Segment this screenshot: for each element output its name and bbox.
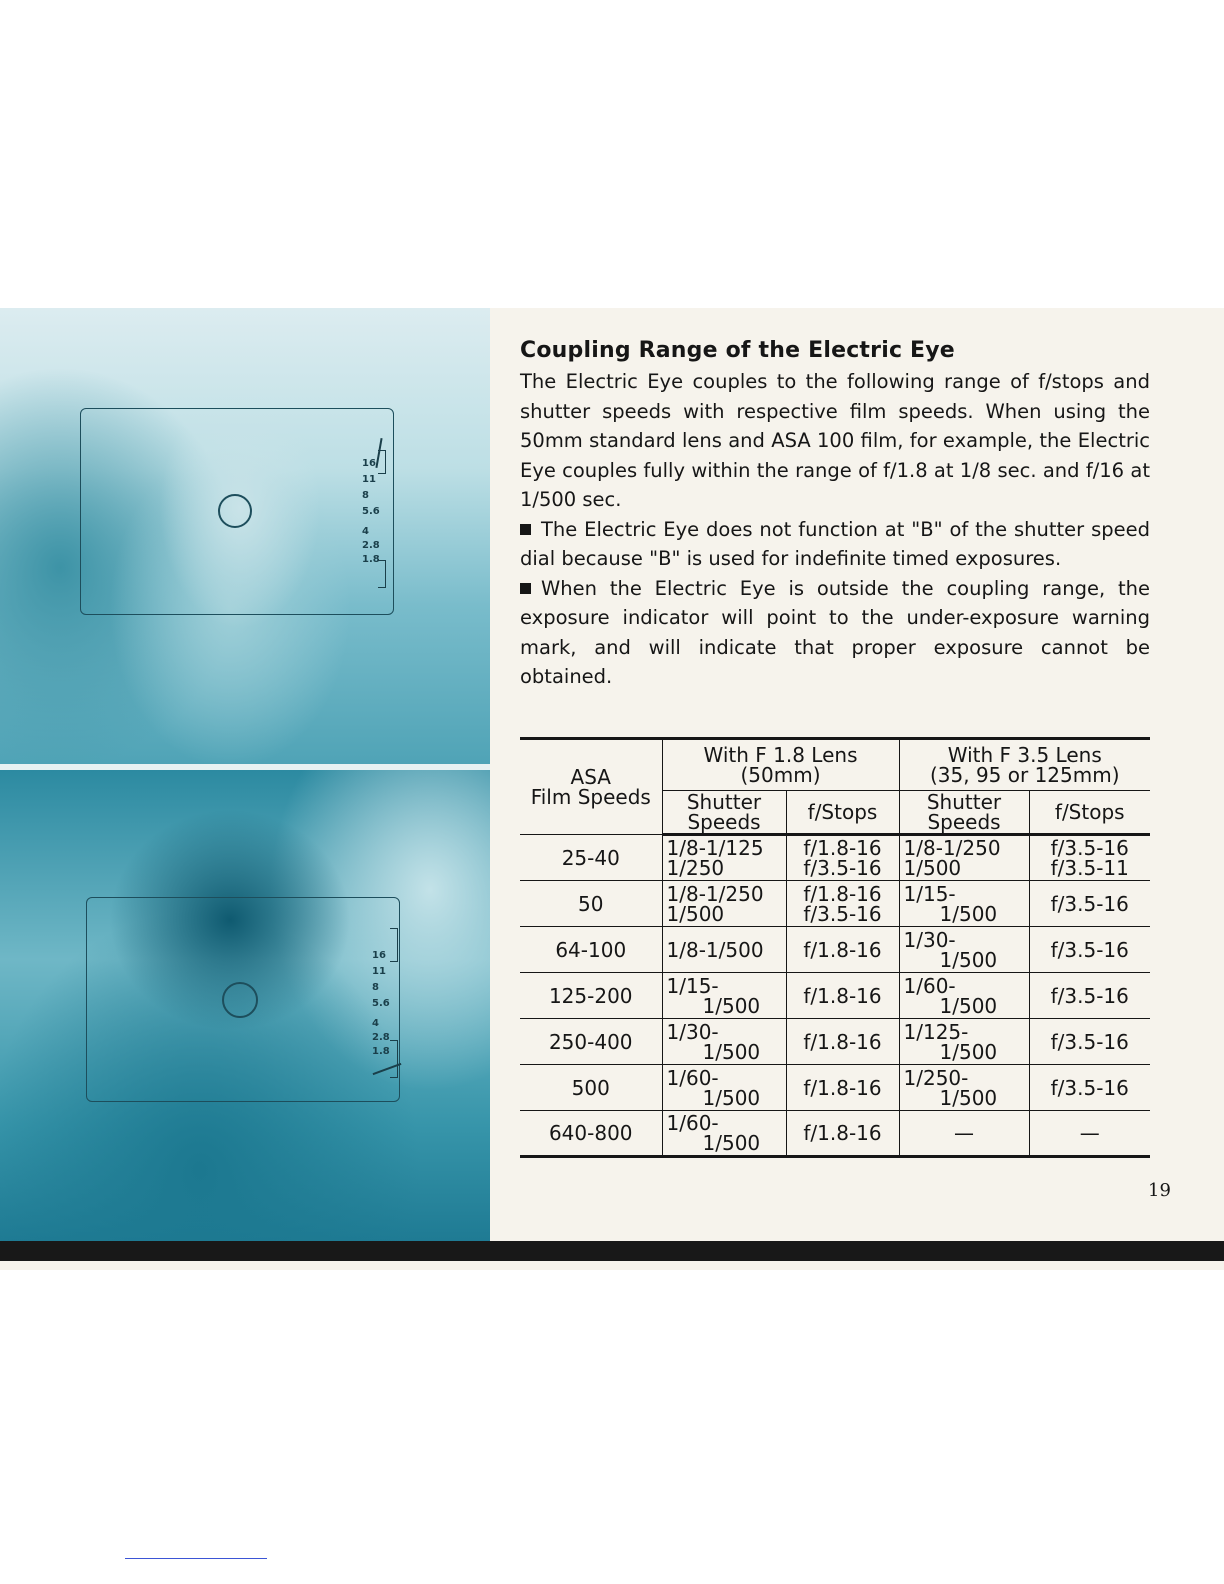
scale-value: 1.8 (362, 554, 380, 565)
lens-a-focal: (50mm) (740, 763, 821, 787)
scale-value: 16 (372, 950, 386, 961)
scale-value: 4 (362, 526, 369, 537)
lens-b-fstop-cell-line: f/3.5-16 (1050, 983, 1129, 1008)
scale-value: 11 (372, 966, 386, 977)
lens-a-fstop-cell-line: f/1.8-16 (803, 937, 882, 962)
table-row (520, 927, 1150, 973)
lens-b-shutter-cell (899, 973, 1029, 1019)
lens-b-shutter-cell-line: 1/8-1/250 (903, 836, 1001, 860)
lens-a-shutter-cell-line: 1/500 (666, 901, 725, 926)
shutter-header-line1: Shutter (926, 790, 1002, 814)
lens-a-fstop-cell-line: f/1.8-16 (803, 1029, 882, 1054)
asa-cell-line: 64-100 (555, 937, 627, 962)
shutter-speeds-header (899, 791, 1029, 835)
table-row (520, 1019, 1150, 1065)
lens-a-fstop-cell (786, 1111, 899, 1157)
asa-cell-line: 50 (578, 891, 604, 916)
scale-value: 16 (362, 458, 376, 469)
asa-cell-line: 25-40 (561, 845, 620, 870)
lens-a-fstop-cell-line: f/1.8-16 (803, 983, 882, 1008)
scale-value: 1.8 (372, 1046, 390, 1057)
coupling-range-table (520, 737, 1150, 1158)
lens-a-shutter-cell (662, 1111, 786, 1157)
lens-b-shutter-cell (899, 927, 1029, 973)
lens-b-fstop-cell (1029, 835, 1150, 881)
bullet-icon (520, 583, 531, 594)
lens-b-shutter-cell-line: 1/250- (903, 1065, 969, 1090)
lens-b-shutter-cell (899, 835, 1029, 881)
asa-header (520, 739, 662, 835)
lens-b-shutter-cell (899, 1111, 1029, 1157)
lens-b-fstop-cell-line: f/3.5-16 (1050, 891, 1129, 916)
lens-a-shutter-cell-line: 1/60- (666, 1111, 719, 1135)
lens-b-header (899, 739, 1150, 791)
scale-value: 2.8 (362, 540, 380, 551)
scale-value: 4 (372, 1018, 379, 1029)
aperture-scale (372, 950, 390, 1058)
lens-a-fstop-cell (786, 835, 899, 881)
lens-a-shutter-cell-line: 1/500 (702, 1039, 761, 1064)
lens-a-fstop-cell-line: f/3.5-16 (803, 856, 882, 880)
lens-b-fstop-cell-line: f/3.5-11 (1050, 856, 1129, 880)
lens-a-fstop-cell (786, 1019, 899, 1065)
scale-value: 5.6 (362, 506, 380, 517)
scale-value: 5.6 (372, 998, 390, 1009)
lens-a-shutter-cell (662, 927, 786, 973)
lens-b-title: With F 3.5 Lens (947, 743, 1102, 767)
aperture-scale (362, 458, 380, 566)
lens-b-shutter-cell-line: 1/500 (939, 993, 998, 1018)
lens-a-shutter-cell-line: 1/8-1/125 (666, 836, 764, 860)
lens-b-shutter-cell (899, 1065, 1029, 1111)
lens-b-shutter-cell-line: 1/500 (939, 947, 998, 972)
lens-a-shutter-cell-line: 1/60- (666, 1065, 719, 1090)
lens-a-header (662, 739, 899, 791)
lens-a-fstop-cell-line: f/1.8-16 (803, 1075, 882, 1100)
asa-cell (520, 835, 662, 881)
lens-a-fstop-cell-line: f/1.8-16 (803, 1121, 882, 1145)
shutter-header-line2: Speeds (687, 810, 761, 834)
scale-bracket-top (390, 928, 398, 962)
lens-a-fstop-cell-line: f/3.5-16 (803, 901, 882, 926)
lens-a-shutter-cell-line: 1/500 (702, 993, 761, 1018)
lens-a-shutter-cell-line: 1/30- (666, 1019, 719, 1044)
lens-b-fstop-cell-line: f/3.5-16 (1050, 937, 1129, 962)
bullet-paragraph-b-setting (520, 515, 1150, 574)
lens-a-title: With F 1.8 Lens (703, 743, 858, 767)
lens-b-shutter-cell-line: 1/60- (903, 973, 956, 998)
asa-cell-line: 250-400 (548, 1029, 633, 1054)
metering-circle-icon (218, 494, 252, 528)
asa-cell (520, 973, 662, 1019)
lens-a-shutter-cell (662, 1019, 786, 1065)
asa-cell-line: 125-200 (548, 983, 633, 1008)
scale-value: 11 (362, 474, 376, 485)
table-row (520, 973, 1150, 1019)
lens-b-fstop-cell-line: f/3.5-16 (1050, 836, 1129, 860)
lens-a-shutter-cell-line: 1/8-1/500 (666, 937, 764, 962)
lens-b-fstop-cell (1029, 927, 1150, 973)
lens-b-shutter-cell-line: — (954, 1121, 974, 1145)
metering-circle-icon (222, 982, 258, 1018)
intro-paragraph: The Electric Eye couples to the following range of f/stops and shutter speeds with respective film speeds. When using the 50mm standard lens and ASA 100 film, for example, the Electric Eye couples fully within the range of f/1.8 at 1/8 sec. and f/16 at 1/500 sec. (520, 370, 1150, 511)
table-row (520, 835, 1150, 881)
asa-cell-line: 500 (571, 1075, 610, 1100)
lens-a-shutter-cell (662, 973, 786, 1019)
text-column (520, 338, 1150, 692)
lens-a-shutter-cell (662, 1065, 786, 1111)
lens-a-fstop-cell (786, 881, 899, 927)
asa-cell (520, 1019, 662, 1065)
table-row (520, 881, 1150, 927)
bullet-paragraph-coupling-range (520, 574, 1150, 692)
lens-a-shutter-cell (662, 881, 786, 927)
lens-b-fstop-cell (1029, 1065, 1150, 1111)
scale-value: 8 (362, 490, 369, 501)
lens-a-fstop-cell (786, 927, 899, 973)
lens-b-fstop-cell (1029, 1111, 1150, 1157)
asa-cell (520, 1111, 662, 1157)
lens-a-fstop-cell (786, 1065, 899, 1111)
lens-a-shutter-cell-line: 1/250 (666, 856, 725, 880)
footer-underline (125, 1558, 267, 1559)
lens-b-shutter-cell (899, 881, 1029, 927)
lens-b-fstop-cell (1029, 881, 1150, 927)
lens-a-shutter-cell-line: 1/15- (666, 973, 719, 998)
lens-a-shutter-cell-line: 1/500 (702, 1131, 761, 1155)
lens-a-fstop-cell-line: f/1.8-16 (803, 881, 882, 906)
scale-value: 2.8 (372, 1032, 390, 1043)
bullet-text: When the Electric Eye is outside the coupling range, the exposure indicator will point to the under-exposure warning mark, and will indicate that proper exposure cannot be obtained. (520, 576, 1150, 688)
page-bottom-shadow (0, 1241, 1224, 1261)
page-number: 19 (1148, 1180, 1171, 1201)
lens-b-shutter-cell-line: 1/500 (939, 901, 998, 926)
table-row (520, 1111, 1150, 1157)
lens-a-fstop-cell-line: f/1.8-16 (803, 836, 882, 860)
lens-b-shutter-cell-line: 1/500 (939, 1085, 998, 1110)
scale-bracket-bottom (390, 1040, 398, 1078)
lens-b-shutter-cell-line: 1/125- (903, 1019, 969, 1044)
asa-header-line2: Film Speeds (530, 785, 651, 809)
viewfinder-photo-girl (0, 308, 490, 766)
lens-b-focal: (35, 95 or 125mm) (929, 763, 1120, 787)
lens-b-shutter-cell-line: 1/30- (903, 927, 956, 952)
asa-header-line1: ASA (570, 765, 611, 789)
lens-b-fstop-cell-line: f/3.5-16 (1050, 1075, 1129, 1100)
lens-b-shutter-cell-line: 1/15- (903, 881, 956, 906)
asa-cell (520, 927, 662, 973)
lens-a-shutter-cell (662, 835, 786, 881)
lens-b-fstop-cell-line: — (1079, 1121, 1100, 1145)
shutter-header-line1: Shutter (686, 790, 762, 814)
lens-b-shutter-cell-line: 1/500 (939, 1039, 998, 1064)
lens-b-fstop-cell-line: f/3.5-16 (1050, 1029, 1129, 1054)
lens-a-shutter-cell-line: 1/500 (702, 1085, 761, 1110)
lens-b-fstop-cell (1029, 1019, 1150, 1065)
shutter-speeds-header (662, 791, 786, 835)
asa-cell-line: 640-800 (548, 1121, 633, 1145)
fstops-header: f/Stops (1029, 791, 1150, 835)
asa-cell (520, 881, 662, 927)
lens-a-fstop-cell (786, 973, 899, 1019)
bullet-text: The Electric Eye does not function at "B" of the shutter speed dial because "B" is used for indefinite timed exposures. (520, 517, 1150, 570)
bullet-icon (520, 524, 531, 535)
lens-b-shutter-cell-line: 1/500 (903, 856, 962, 880)
lens-b-fstop-cell (1029, 973, 1150, 1019)
viewfinder-photo-boy (0, 770, 490, 1244)
lens-a-shutter-cell-line: 1/8-1/250 (666, 881, 764, 906)
lens-b-shutter-cell (899, 1019, 1029, 1065)
scale-value: 8 (372, 982, 379, 993)
page-heading: Coupling Range of the Electric Eye (520, 338, 955, 363)
fstops-header: f/Stops (786, 791, 899, 835)
table-row (520, 1065, 1150, 1111)
shutter-header-line2: Speeds (927, 810, 1001, 834)
asa-cell (520, 1065, 662, 1111)
